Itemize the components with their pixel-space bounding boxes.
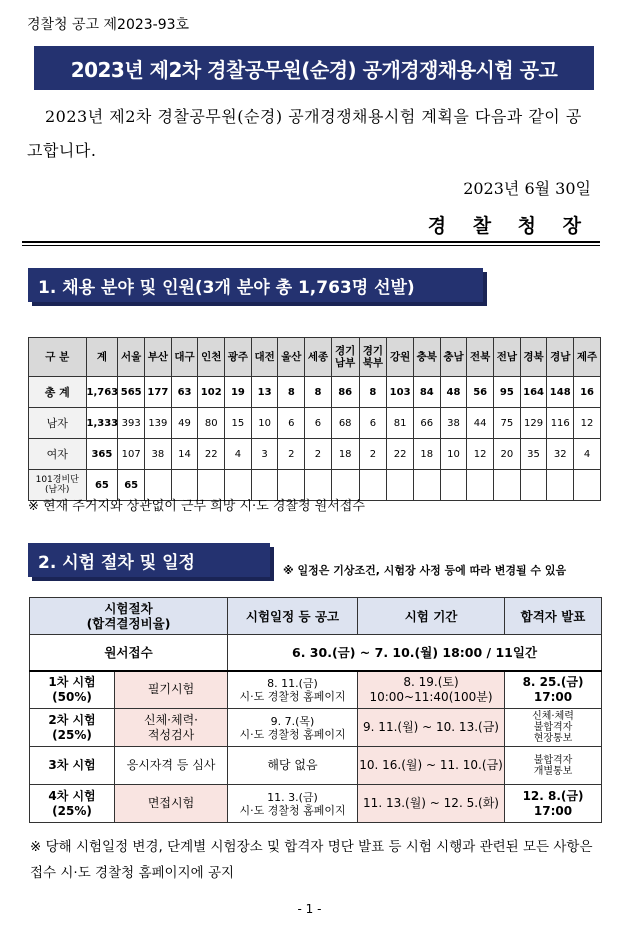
table-cell: 14 <box>171 439 198 470</box>
table-cell: 6 <box>359 408 387 439</box>
column-header: 전북 <box>467 338 494 377</box>
table-cell: 75 <box>494 408 521 439</box>
table-cell: 19 <box>225 377 252 408</box>
stage-announce: 해당 없음 <box>228 747 358 785</box>
stage-period: 11. 13.(월) ~ 12. 5.(화) <box>358 785 505 823</box>
stage-type: 신체·체력· 적성검사 <box>115 709 228 747</box>
table-cell: 177 <box>145 377 172 408</box>
header-period: 시험 기간 <box>358 598 505 635</box>
table-cell: 95 <box>494 377 521 408</box>
stage-name: 3차 시험 <box>30 747 115 785</box>
stage-period: 9. 11.(월) ~ 10. 13.(금) <box>358 709 505 747</box>
stage-announce: 8. 11.(금) 시·도 경찰청 홈페이지 <box>228 671 358 709</box>
table-cell: 129 <box>520 408 547 439</box>
stage-result: 12. 8.(금) 17:00 <box>505 785 602 823</box>
stage-name: 1차 시험 (50%) <box>30 671 115 709</box>
table-cell <box>520 470 547 501</box>
table-cell: 10 <box>251 408 278 439</box>
stage-type: 필기시험 <box>115 671 228 709</box>
document-title: 2023년 제2차 경찰공무원(순경) 공개경쟁채용시험 공고 <box>34 46 594 90</box>
recruitment-table <box>28 337 601 501</box>
table-cell: 22 <box>198 439 225 470</box>
table-cell: 32 <box>547 439 574 470</box>
table-cell <box>494 470 521 501</box>
stage-type: 면접시험 <box>115 785 228 823</box>
row-label: 남자 <box>29 408 87 439</box>
column-header: 계 <box>86 338 118 377</box>
column-header: 전남 <box>494 338 521 377</box>
header-announce: 시험일정 등 공고 <box>228 598 358 635</box>
schedule-table <box>29 597 602 823</box>
row-label: 여자 <box>29 439 87 470</box>
table-cell: 116 <box>547 408 574 439</box>
table-cell: 6 <box>305 408 332 439</box>
table-cell: 35 <box>520 439 547 470</box>
table-cell: 86 <box>331 377 359 408</box>
page-number: - 1 - <box>297 902 322 916</box>
stage-row <box>30 747 602 785</box>
table-cell: 49 <box>171 408 198 439</box>
notice-number: 경찰청 공고 제2023-93호 <box>27 17 190 33</box>
footnote: ※ 당해 시험일정 변경, 단계별 시험장소 및 합격자 명단 발표 등 시험 시행과 관련된 모든 사항은 접수 시·도 경찰청 홈페이지에 공지 <box>30 839 593 881</box>
column-header: 경기 북부 <box>359 338 387 377</box>
table-cell: 565 <box>118 377 145 408</box>
table-cell <box>413 470 440 501</box>
table-cell: 1,763 <box>86 377 118 408</box>
table-row <box>29 408 601 439</box>
table-cell: 107 <box>118 439 145 470</box>
column-header: 대전 <box>251 338 278 377</box>
table-cell: 12 <box>574 408 601 439</box>
table-cell: 80 <box>198 408 225 439</box>
stage-name: 4차 시험 (25%) <box>30 785 115 823</box>
stage-row <box>30 709 602 747</box>
table-cell <box>574 470 601 501</box>
stage-name: 2차 시험 (25%) <box>30 709 115 747</box>
application-label: 원서접수 <box>30 635 228 671</box>
table-cell: 68 <box>331 408 359 439</box>
column-header: 경북 <box>520 338 547 377</box>
table-cell: 6 <box>278 408 305 439</box>
table-cell: 16 <box>574 377 601 408</box>
column-header: 광주 <box>225 338 252 377</box>
table-cell: 164 <box>520 377 547 408</box>
table-cell: 65 <box>118 470 145 501</box>
column-header: 경기 남부 <box>331 338 359 377</box>
table-cell: 4 <box>225 439 252 470</box>
table-cell: 8 <box>278 377 305 408</box>
table-header-row <box>29 338 601 377</box>
table-cell: 38 <box>145 439 172 470</box>
table-cell: 8 <box>305 377 332 408</box>
table-cell: 48 <box>440 377 467 408</box>
table-cell: 18 <box>331 439 359 470</box>
header-procedure: 시험절차 (합격결정비율) <box>30 598 228 635</box>
table-cell: 12 <box>467 439 494 470</box>
stage-result: 신체·체력 불합격자 현장통보 <box>505 709 602 747</box>
notice-date: 2023년 6월 30일 <box>463 179 591 198</box>
table-cell <box>387 470 414 501</box>
table-cell: 56 <box>467 377 494 408</box>
table-cell: 38 <box>440 408 467 439</box>
column-header: 강원 <box>387 338 414 377</box>
table-cell: 8 <box>359 377 387 408</box>
table-cell: 393 <box>118 408 145 439</box>
stage-row <box>30 785 602 823</box>
table-cell: 84 <box>413 377 440 408</box>
column-header: 서울 <box>118 338 145 377</box>
table-cell: 63 <box>171 377 198 408</box>
table-cell: 44 <box>467 408 494 439</box>
stage-period: 10. 16.(월) ~ 11. 10.(금) <box>358 747 505 785</box>
table-cell: 15 <box>225 408 252 439</box>
application-period: 6. 30.(금) ~ 7. 10.(월) 18:00 / 11일간 <box>228 635 602 671</box>
table-cell <box>440 470 467 501</box>
section2-heading: 2. 시험 절차 및 일정 <box>28 543 270 577</box>
table-row <box>29 377 601 408</box>
stage-result: 8. 25.(금) 17:00 <box>505 671 602 709</box>
column-header: 울산 <box>278 338 305 377</box>
schedule-change-note: ※ 일정은 기상조건, 시험장 사정 등에 따라 변경될 수 있음 <box>283 564 567 577</box>
signer: 경 찰 청 장 <box>427 215 591 237</box>
table-cell: 22 <box>387 439 414 470</box>
column-header: 제주 <box>574 338 601 377</box>
table-cell: 20 <box>494 439 521 470</box>
column-header: 충남 <box>440 338 467 377</box>
column-header: 부산 <box>145 338 172 377</box>
table-cell: 2 <box>278 439 305 470</box>
stage-type: 응시자격 등 심사 <box>115 747 228 785</box>
table-cell: 1,333 <box>86 408 118 439</box>
column-header: 구 분 <box>29 338 87 377</box>
stage-result: 불합격자 개별통보 <box>505 747 602 785</box>
divider <box>22 245 600 246</box>
table-cell: 103 <box>387 377 414 408</box>
header-result: 합격자 발표 <box>505 598 602 635</box>
table-cell: 3 <box>251 439 278 470</box>
section1-heading: 1. 채용 분야 및 인원(3개 분야 총 1,763명 선발) <box>28 268 483 302</box>
table-cell: 148 <box>547 377 574 408</box>
table-cell <box>547 470 574 501</box>
table-cell: 365 <box>86 439 118 470</box>
stage-announce: 11. 3.(금) 시·도 경찰청 홈페이지 <box>228 785 358 823</box>
intro-paragraph: 2023년 제2차 경찰공무원(순경) 공개경쟁채용시험 계획을 다음과 같이 공고합니다. <box>27 107 582 160</box>
section1-note: ※ 현재 주거지와 상관없이 근무 희망 시·도 경찰청 원서접수 <box>28 499 365 514</box>
column-header: 대구 <box>171 338 198 377</box>
table-cell: 4 <box>574 439 601 470</box>
table-cell: 81 <box>387 408 414 439</box>
table-cell: 102 <box>198 377 225 408</box>
table-cell: 65 <box>86 470 118 501</box>
table-cell: 10 <box>440 439 467 470</box>
table-cell: 13 <box>251 377 278 408</box>
stage-period: 8. 19.(토) 10:00~11:40(100분) <box>358 671 505 709</box>
table-cell: 18 <box>413 439 440 470</box>
column-header: 인천 <box>198 338 225 377</box>
column-header: 경남 <box>547 338 574 377</box>
row-label: 총 계 <box>29 377 87 408</box>
column-header: 세종 <box>305 338 332 377</box>
stage-announce: 9. 7.(목) 시·도 경찰청 홈페이지 <box>228 709 358 747</box>
divider <box>22 241 600 243</box>
table-row <box>29 439 601 470</box>
stage-row <box>30 671 602 709</box>
table-cell: 2 <box>359 439 387 470</box>
table-cell: 139 <box>145 408 172 439</box>
row-label: 101경비단 (남자) <box>29 470 87 501</box>
table-cell: 66 <box>413 408 440 439</box>
table-cell <box>467 470 494 501</box>
table-cell: 2 <box>305 439 332 470</box>
column-header: 충북 <box>413 338 440 377</box>
